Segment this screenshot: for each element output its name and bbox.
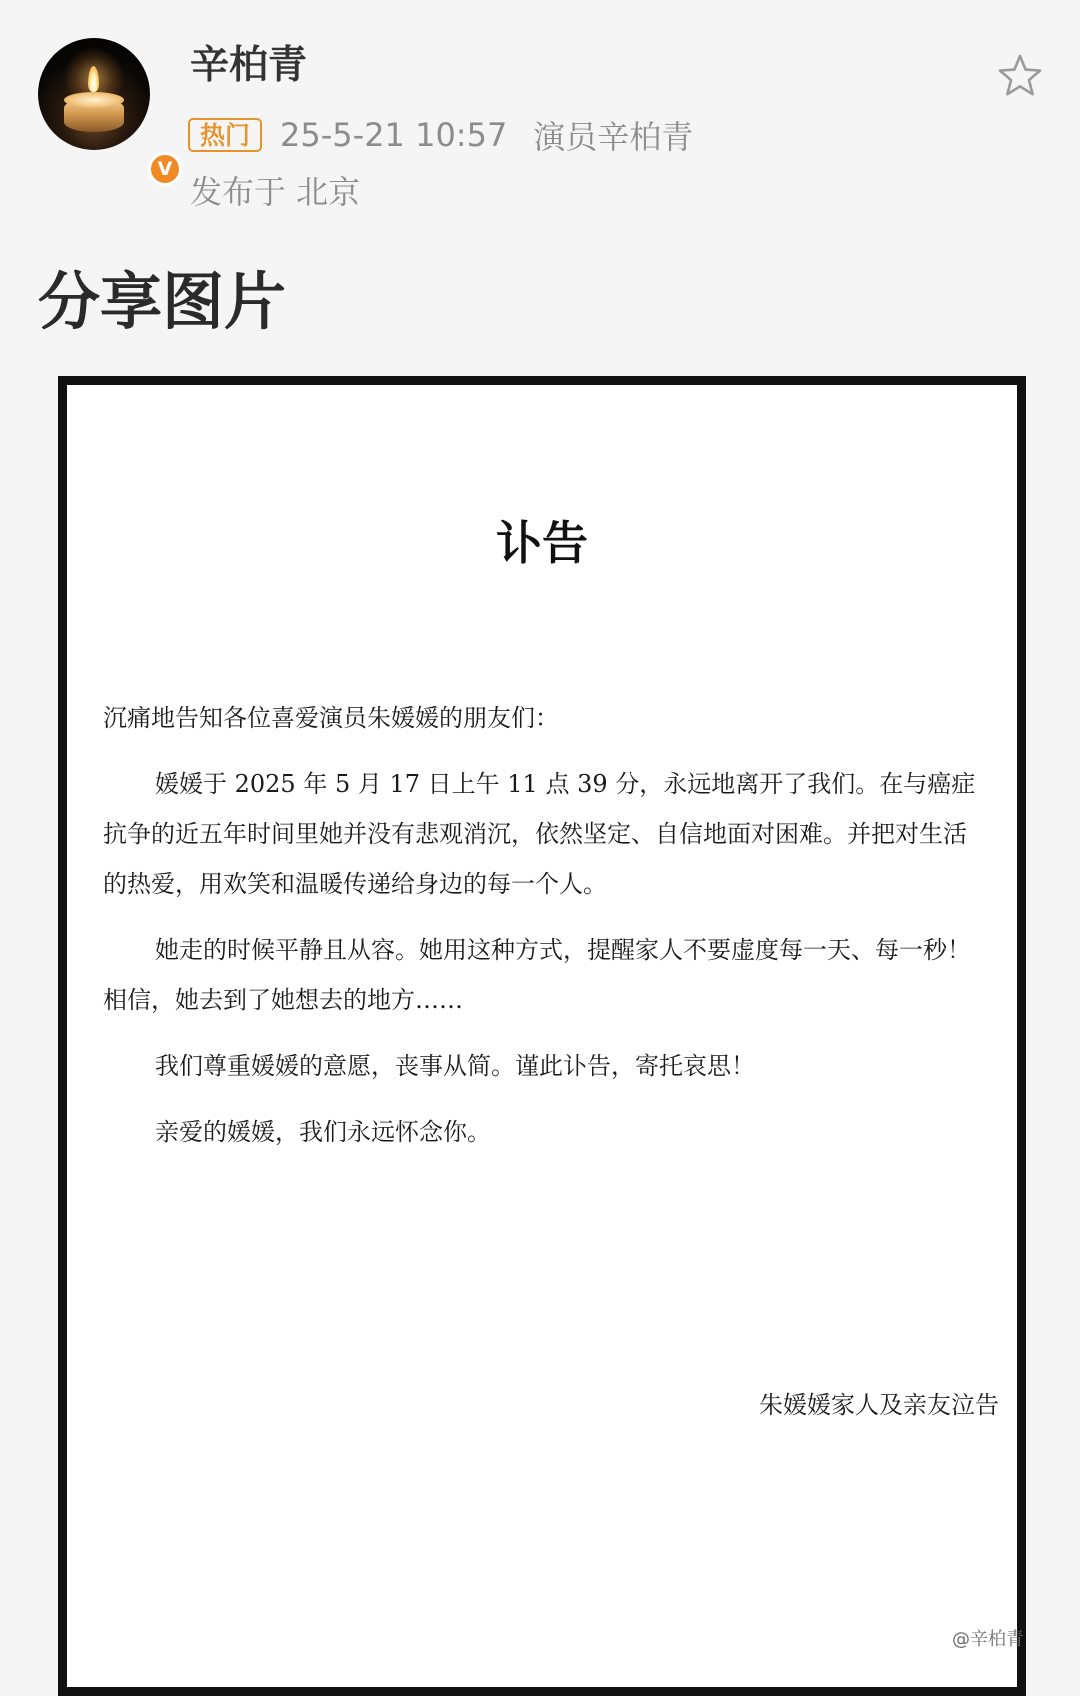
obituary-body xyxy=(103,693,985,1173)
candle-top xyxy=(64,92,124,108)
post-timestamp: 25-5-21 10:57 xyxy=(280,116,508,154)
post-source: 演员辛柏青 xyxy=(533,118,694,156)
obituary-paragraph: 我们尊重媛媛的意愿，丧事从简。谨此讣告，寄托哀思！ xyxy=(155,1052,755,1080)
obituary-signature: 朱媛媛家人及亲友泣告 xyxy=(759,1391,999,1419)
star-outline-icon[interactable] xyxy=(996,52,1044,100)
username[interactable]: 辛柏青 xyxy=(190,43,308,88)
obituary-title: 讣告 xyxy=(496,516,588,570)
obituary-paragraph: 亲爱的媛媛，我们永远怀念你。 xyxy=(155,1118,491,1146)
hot-badge: 热门 xyxy=(188,118,262,152)
verified-badge-icon: V xyxy=(148,152,182,186)
post-location: 发布于 北京 xyxy=(190,173,361,211)
post-text: 分享图片 xyxy=(38,265,287,338)
obituary-image[interactable] xyxy=(58,376,1026,1696)
obituary-paragraph: 媛媛于 2025 年 5 月 17 日上午 11 点 39 分，永远地离开了我们。在与癌症抗争的近五年时间里她并没有悲观消沉，依然坚定、自信地面对困难。并把对生活的热爱，用欢笑和温暖传递给身边的每一个人。 xyxy=(103,770,976,898)
image-watermark: @辛柏青 xyxy=(952,1629,1024,1650)
obituary-paragraph: 她走的时候平静且从容。她用这种方式，提醒家人不要虚度每一天、每一秒！相信，她去到了她想去的地方…… xyxy=(103,936,971,1014)
avatar[interactable] xyxy=(38,38,173,180)
obituary-salutation: 沉痛地告知各位喜爱演员朱媛媛的朋友们： xyxy=(103,704,559,732)
post-meta xyxy=(188,114,693,156)
